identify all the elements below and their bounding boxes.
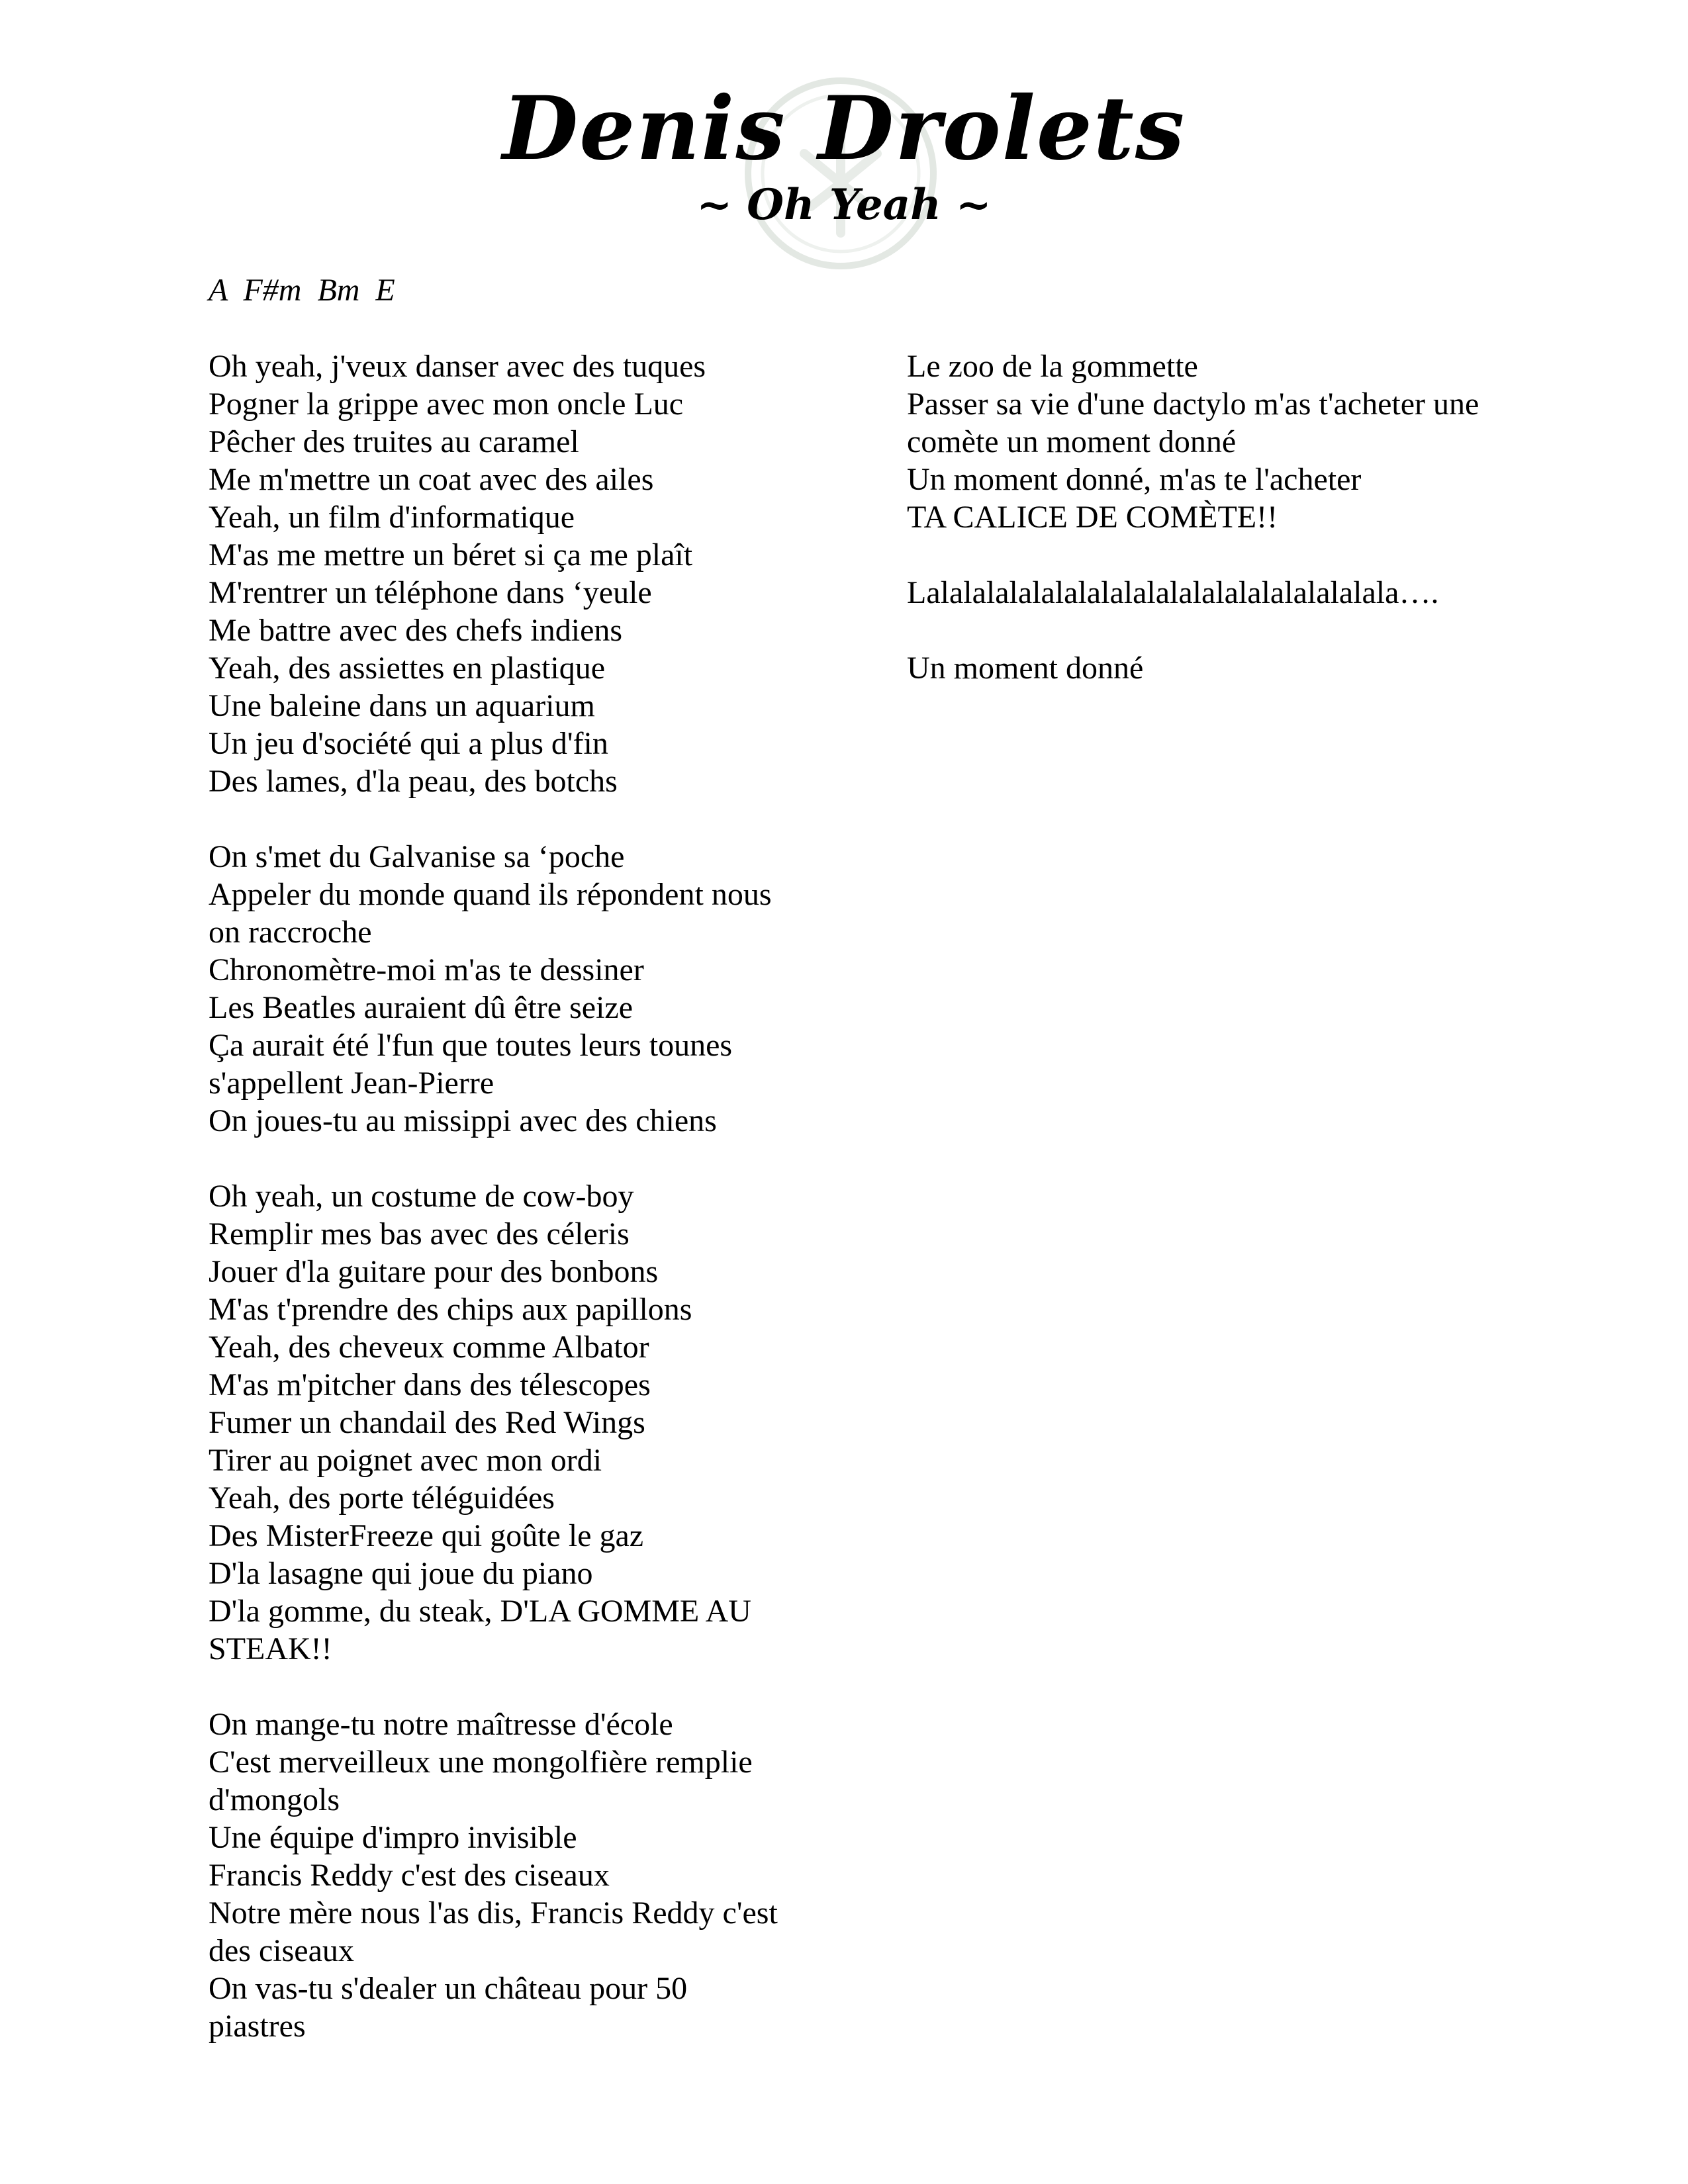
stanza-break xyxy=(209,1140,818,1177)
lyric-line: Yeah, des porte téléguidées xyxy=(209,1480,555,1516)
lyric-line: On vas-tu s'dealer un château pour 50 xyxy=(209,1971,688,2006)
lyric-line: Ça aurait été l'fun que toutes leurs tounes xyxy=(209,1028,733,1063)
lyric-line: Pogner la grippe avec mon oncle Luc xyxy=(209,387,684,422)
lyric-line: M'as t'prendre des chips aux papillons xyxy=(209,1292,692,1327)
lyric-line: Un moment donné, m'as te l'acheter xyxy=(907,462,1362,497)
lyric-line: Des lames, d'la peau, des botchs xyxy=(209,764,618,799)
lyric-line: Remplir mes bas avec des céleris xyxy=(209,1216,630,1251)
lyric-line: Un jeu d'société qui a plus d'fin xyxy=(209,726,608,761)
lyric-line: Francis Reddy c'est des ciseaux xyxy=(209,1858,610,1893)
lyric-line: Notre mère nous l'as dis, Francis Reddy c'est xyxy=(209,1895,778,1931)
stanza-break xyxy=(907,612,1536,649)
lyric-line: piastres xyxy=(209,2009,306,2044)
lyric-line: Yeah, des assiettes en plastique xyxy=(209,651,606,686)
lyric-line: Une baleine dans un aquarium xyxy=(209,688,595,723)
lyric-line: Chronomètre-moi m'as te dessiner xyxy=(209,952,644,987)
lyric-line: comète un moment donné xyxy=(907,424,1237,459)
lyric-line: Passer sa vie d'une dactylo m'as t'acheter une xyxy=(907,387,1479,422)
lyric-line: M'as m'pitcher dans des télescopes xyxy=(209,1367,651,1402)
lyric-line: Yeah, un film d'informatique xyxy=(209,500,575,535)
lyric-line: Le zoo de la gommette xyxy=(907,349,1198,384)
lyric-line: Appeler du monde quand ils répondent nous xyxy=(209,877,772,912)
lyrics-right-column xyxy=(907,347,1536,687)
lyric-line: Fumer un chandail des Red Wings xyxy=(209,1405,645,1440)
lyric-line: D'la gomme, du steak, D'LA GOMME AU xyxy=(209,1594,751,1629)
lyric-line: d'mongols xyxy=(209,1782,340,1817)
lyric-line: D'la lasagne qui joue du piano xyxy=(209,1556,593,1591)
lyric-line: Une équipe d'impro invisible xyxy=(209,1820,577,1855)
lyric-line: Oh yeah, un costume de cow-boy xyxy=(209,1179,634,1214)
stanza-break xyxy=(209,800,818,838)
chord-progression: A F#m Bm E xyxy=(209,273,395,308)
lyric-line: M'rentrer un téléphone dans ‘yeule xyxy=(209,575,652,610)
lyric-line: M'as me mettre un béret si ça me plaît xyxy=(209,537,693,572)
lyric-line: Me m'mettre un coat avec des ailes xyxy=(209,462,654,497)
lyric-line: Les Beatles auraient dû être seize xyxy=(209,990,633,1025)
lyric-line: Yeah, des cheveux comme Albator xyxy=(209,1330,649,1365)
lyrics-left-column xyxy=(209,347,818,2045)
lyric-line: Oh yeah, j'veux danser avec des tuques xyxy=(209,349,706,384)
lyric-line: C'est merveilleux une mongolfière remplie xyxy=(209,1745,753,1780)
lyric-line: On joues-tu au missippi avec des chiens xyxy=(209,1103,717,1138)
lyric-line: des ciseaux xyxy=(209,1933,354,1968)
lyric-line: On mange-tu notre maîtresse d'école xyxy=(209,1707,673,1742)
song-title: ~ Oh Yeah ~ xyxy=(696,180,992,230)
lyric-line: Un moment donné xyxy=(907,651,1144,686)
lyric-line: Me battre avec des chefs indiens xyxy=(209,613,623,648)
song-header xyxy=(0,79,1688,232)
lyric-line: Lalalalalalalalalalalalalalalalalalalalala…. xyxy=(907,575,1439,610)
lyric-line: on raccroche xyxy=(209,915,372,950)
lyric-line: s'appellent Jean-Pierre xyxy=(209,1066,494,1101)
stanza-break xyxy=(907,536,1536,574)
lyric-line: Des MisterFreeze qui goûte le gaz xyxy=(209,1518,644,1553)
lyric-line: On s'met du Galvanise sa ‘poche xyxy=(209,839,625,874)
band-name: Denis Drolets xyxy=(502,77,1186,180)
lyric-line: Jouer d'la guitare pour des bonbons xyxy=(209,1254,659,1289)
lyric-line: Tirer au poignet avec mon ordi xyxy=(209,1443,602,1478)
stanza-break xyxy=(209,1668,818,1706)
lyric-line: TA CALICE DE COMÈTE!! xyxy=(907,500,1278,535)
lyric-line: STEAK!! xyxy=(209,1631,332,1666)
lyric-line: Pêcher des truites au caramel xyxy=(209,424,579,459)
